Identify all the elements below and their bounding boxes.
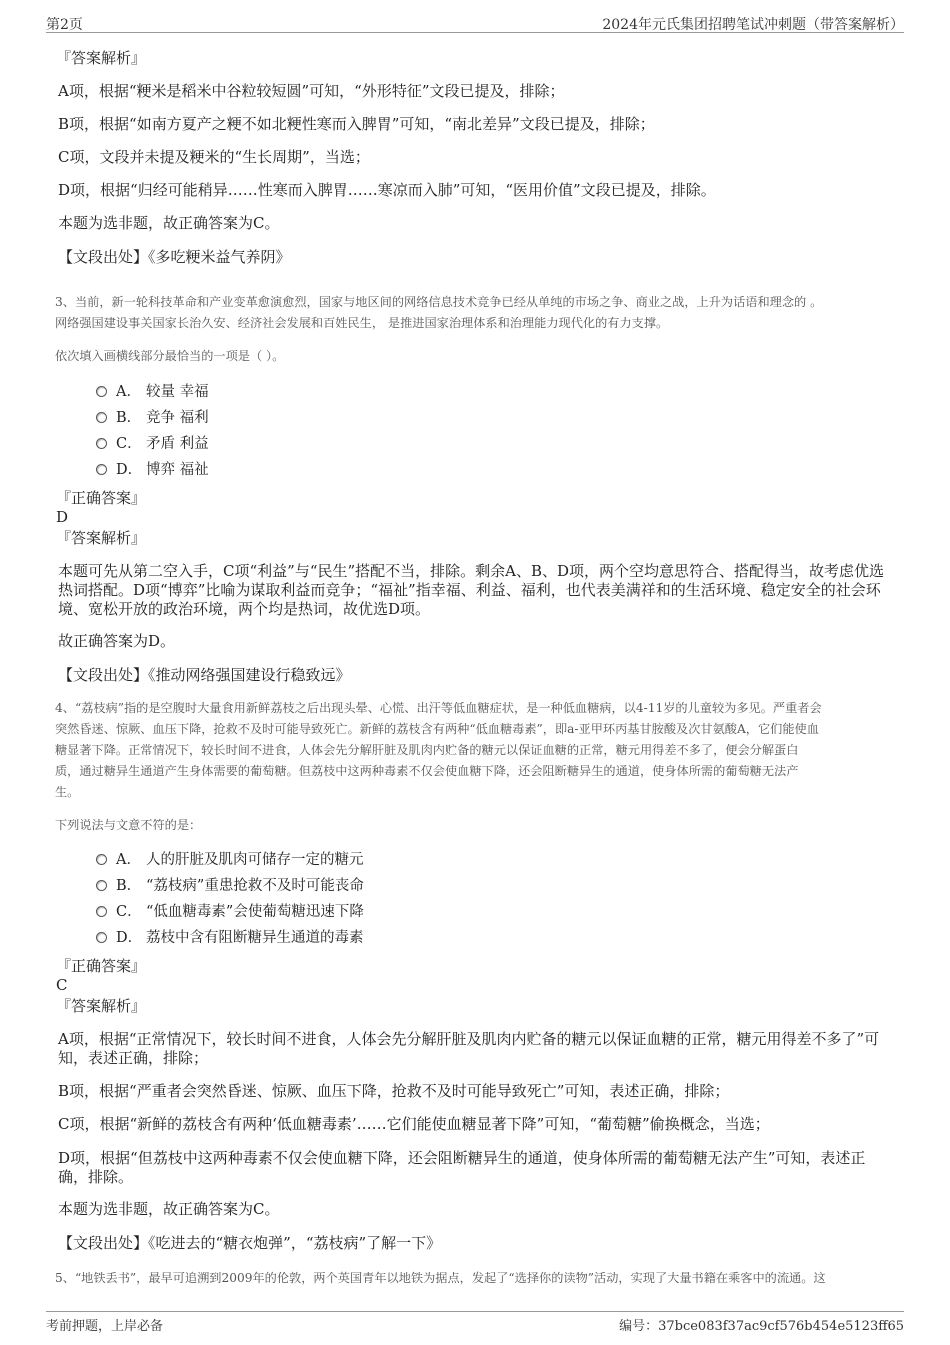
conclusion: 本题为选非题，故正确答案为C。: [58, 1200, 280, 1218]
question-prompt: 下列说法与文意不符的是：: [55, 818, 202, 832]
analysis-line: 确，排除。: [58, 1168, 134, 1186]
source: 【文段出处】《吃进去的“糖衣炮弹”，“荔枝病”了解一下》: [58, 1234, 442, 1252]
analysis-line: A项，根据“正常情况下，较长时间不进食，人体会先分解肝脏及肌肉内贮备的糖元以保证血糖的正常，糖元用得差不多了”可: [58, 1030, 880, 1048]
answer-label: 『正确答案』: [56, 957, 147, 975]
option-d[interactable]: D． 荔枝中含有阻断糖异生通道的毒素: [96, 928, 364, 948]
radio-icon[interactable]: [96, 880, 107, 891]
answer-label: 『正确答案』: [56, 489, 147, 507]
radio-icon[interactable]: [96, 854, 107, 865]
analysis-line: B项，根据“严重者会突然昏迷、惊厥、血压下降，抢救不及时可能导致死亡”可知，表述正确，排除；: [58, 1082, 730, 1100]
radio-icon[interactable]: [96, 932, 107, 943]
analysis-line: B项，根据“如南方夏产之粳不如北粳性寒而入脾胃”可知，“南北差异”文段已提及，排除；: [58, 115, 655, 133]
option-b[interactable]: B． 竞争 福利: [96, 408, 209, 428]
radio-icon[interactable]: [96, 412, 107, 423]
analysis-label: 『答案解析』: [56, 49, 147, 67]
question-stem: 生。: [55, 785, 80, 799]
footer-slogan: 考前押题，上岸必备: [46, 1319, 164, 1334]
analysis-line: 知，表述正确，排除；: [58, 1049, 209, 1067]
analysis-line: 热词搭配。D项“博弈”比喻为谋取利益而竞争；“福祉”指幸福、利益、福利，也代表美满祥和的生活环境、稳定安全的社会环: [58, 581, 881, 599]
option-a[interactable]: A． 较量 幸福: [96, 382, 209, 402]
analysis-label: 『答案解析』: [56, 529, 147, 547]
page-header: [46, 10, 904, 33]
source: 【文段出处】《推动网络强国建设行稳致远》: [58, 666, 351, 684]
conclusion: 故正确答案为D。: [58, 632, 176, 650]
question-stem: 网络强国建设事关国家长治久安、经济社会发展和百姓民生， 是推进国家治理体系和治理能力现代化的有力支撑。: [55, 316, 669, 330]
document-id: 编号：37bce083f37ac9cf576b454e5123ff65: [619, 1319, 904, 1334]
radio-icon[interactable]: [96, 438, 107, 449]
answer: D: [56, 508, 69, 526]
option-d[interactable]: D． 博弈 福祉: [96, 460, 209, 480]
radio-icon[interactable]: [96, 464, 107, 475]
question-prompt: 依次填入画横线部分最恰当的一项是（ ）。: [55, 349, 285, 363]
document-title: 2024年元氏集团招聘笔试冲刺题（带答案解析）: [602, 17, 904, 33]
question-stem: 质，通过糖异生通道产生身体需要的葡萄糖。但荔枝中这两种毒素不仅会使血糖下降，还会阻断糖异生的通道，使身体所需的葡萄糖无法产: [55, 764, 799, 778]
conclusion: 本题为选非题，故正确答案为C。: [58, 214, 280, 232]
option-b[interactable]: B． “荔枝病”重患抢救不及时可能丧命: [96, 876, 364, 896]
analysis-line: 本题可先从第二空入手，C项“利益”与“民生”搭配不当，排除。剩余A、B、D项，两个空均意思符合、搭配得当，故考虑优选: [58, 562, 885, 580]
source: 【文段出处】《多吃粳米益气养阴》: [58, 248, 291, 266]
question-stem: 5、“地铁丢书”，最早可追溯到2009年的伦敦，两个英国青年以地铁为据点，发起了“选择你的读物”活动，实现了大量书籍在乘客中的流通。这: [55, 1271, 826, 1285]
analysis-line: D项，根据“归经可能稍异……性寒而入脾胃……寒凉而入肺”可知，“医用价值”文段已提及，排除。: [58, 181, 716, 199]
page-number: 第2页: [46, 17, 83, 33]
radio-icon[interactable]: [96, 386, 107, 397]
analysis-line: C项，文段并未提及粳米的“生长周期”，当选；: [58, 148, 370, 166]
answer: C: [56, 976, 68, 994]
page-footer: [46, 1311, 904, 1334]
analysis-line: 境、宽松开放的政治环境，两个均是热词，故优选D项。: [58, 600, 431, 618]
question-stem: 4、“荔枝病”指的是空腹时大量食用新鲜荔枝之后出现头晕、心慌、出汗等低血糖症状，是一种低血糖病，以4-11岁的儿童较为多见。严重者会: [55, 701, 822, 715]
question-stem: 3、当前，新一轮科技革命和产业变革愈演愈烈，国家与地区间的网络信息技术竞争已经从单纯的市场之争、商业之战，上升为话语和理念的 。: [55, 295, 823, 309]
option-c[interactable]: C． “低血糖毒素”会使葡萄糖迅速下降: [96, 902, 364, 922]
analysis-line: C项，根据“新鲜的荔枝含有两种‘低血糖毒素’……它们能使血糖显著下降”可知，“葡萄糖”偷换概念，当选；: [58, 1115, 770, 1133]
radio-icon[interactable]: [96, 906, 107, 917]
analysis-line: D项，根据“但荔枝中这两种毒素不仅会使血糖下降，还会阻断糖异生的通道，使身体所需的葡萄糖无法产生”可知，表述正: [58, 1149, 866, 1167]
option-c[interactable]: C． 矛盾 利益: [96, 434, 209, 454]
option-a[interactable]: A． 人的肝脏及肌肉可储存一定的糖元: [96, 850, 364, 870]
analysis-line: A项，根据“粳米是稻米中谷粒较短圆”可知，“外形特征”文段已提及，排除；: [58, 82, 565, 100]
question-stem: 突然昏迷、惊厥、血压下降，抢救不及时可能导致死亡。新鲜的荔枝含有两种“低血糖毒素”，即a-亚甲环丙基甘胺酸及次甘氨酸A，它们能使血: [55, 722, 819, 736]
question-stem: 糖显著下降。正常情况下，较长时间不进食，人体会先分解肝脏及肌肉内贮备的糖元以保证血糖的正常，糖元用得差不多了，便会分解蛋白: [55, 743, 799, 757]
analysis-label: 『答案解析』: [56, 997, 147, 1015]
